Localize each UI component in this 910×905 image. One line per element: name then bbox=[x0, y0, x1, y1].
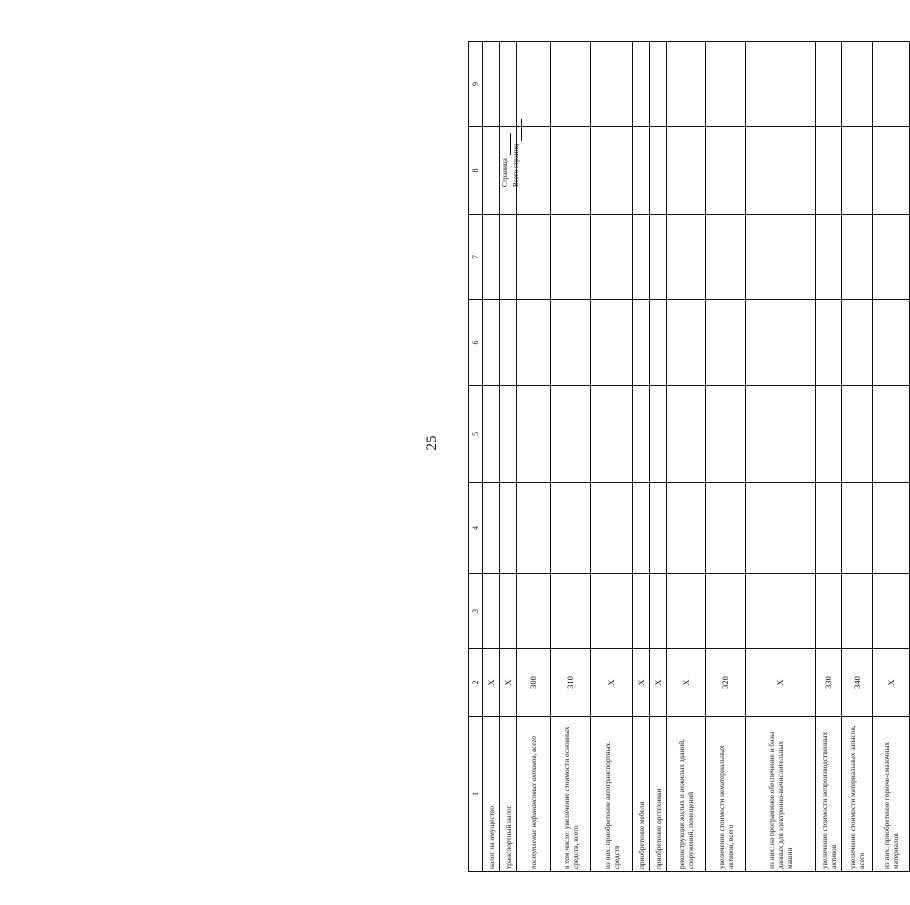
value-cell-col-9[interactable] bbox=[873, 42, 910, 127]
table-row bbox=[633, 42, 650, 872]
table-row bbox=[650, 42, 667, 872]
row-description: транспортный налог bbox=[500, 717, 517, 872]
value-cell-col-4[interactable] bbox=[667, 483, 706, 574]
value-cell-col-5[interactable] bbox=[816, 386, 842, 483]
column-header-3: 3 bbox=[469, 574, 483, 649]
value-cell-col-6[interactable] bbox=[842, 300, 873, 386]
header-row bbox=[469, 42, 483, 872]
column-header-1: 1 bbox=[469, 717, 483, 872]
table-row bbox=[591, 42, 633, 872]
row-description: увеличение стоимости непроизводственных активов bbox=[816, 717, 842, 872]
column-header-4: 4 bbox=[469, 483, 483, 574]
row-code: X bbox=[873, 649, 910, 717]
value-cell-col-3[interactable] bbox=[816, 574, 842, 649]
value-cell-col-6[interactable] bbox=[650, 300, 667, 386]
value-cell-col-5[interactable] bbox=[842, 386, 873, 483]
value-cell-col-4[interactable] bbox=[483, 483, 500, 574]
value-cell-col-3[interactable] bbox=[842, 574, 873, 649]
value-cell-col-4[interactable] bbox=[746, 483, 816, 574]
row-description: поступление нефинансовых активов, всего bbox=[517, 717, 551, 872]
value-cell-col-5[interactable] bbox=[650, 386, 667, 483]
value-cell-col-9[interactable] bbox=[483, 42, 500, 127]
row-code: X bbox=[500, 649, 517, 717]
value-cell-col-9[interactable] bbox=[517, 42, 551, 127]
value-cell-col-6[interactable] bbox=[706, 300, 746, 386]
value-cell-col-4[interactable] bbox=[633, 483, 650, 574]
value-cell-col-3[interactable] bbox=[483, 574, 500, 649]
value-cell-col-3[interactable] bbox=[551, 574, 591, 649]
value-cell-col-9[interactable] bbox=[591, 42, 633, 127]
value-cell-col-7[interactable] bbox=[650, 215, 667, 300]
value-cell-col-5[interactable] bbox=[746, 386, 816, 483]
row-code: X bbox=[633, 649, 650, 717]
value-cell-col-6[interactable] bbox=[517, 300, 551, 386]
row-description: приобретение мебели bbox=[633, 717, 650, 872]
row-description: увеличение стоимости материальных запасов, всего bbox=[842, 717, 873, 872]
column-header-2: 2 bbox=[469, 649, 483, 717]
table-row bbox=[517, 42, 551, 872]
value-cell-col-3[interactable] bbox=[650, 574, 667, 649]
table-row bbox=[746, 42, 816, 872]
value-cell-col-7[interactable] bbox=[517, 215, 551, 300]
row-code: X bbox=[667, 649, 706, 717]
value-cell-col-9[interactable] bbox=[500, 42, 517, 127]
value-cell-col-6[interactable] bbox=[746, 300, 816, 386]
row-description: из них: на программное обеспечение и базы данных для электронно-вычислительных машин bbox=[746, 717, 816, 872]
value-cell-col-5[interactable] bbox=[500, 386, 517, 483]
row-description: приобретение оргтехники bbox=[650, 717, 667, 872]
value-cell-col-4[interactable] bbox=[591, 483, 633, 574]
value-cell-col-6[interactable] bbox=[633, 300, 650, 386]
value-cell-col-7[interactable] bbox=[816, 215, 842, 300]
value-cell-col-9[interactable] bbox=[650, 42, 667, 127]
value-cell-col-8[interactable] bbox=[816, 127, 842, 215]
table-row bbox=[873, 42, 910, 872]
row-description: из них: приобретение горюче-смазочных материалов bbox=[873, 717, 910, 872]
value-cell-col-7[interactable] bbox=[633, 215, 650, 300]
row-code: 310 bbox=[551, 649, 591, 717]
value-cell-col-6[interactable] bbox=[500, 300, 517, 386]
row-description: реконструкция жилых и нежилых зданий, сооружений, помещений bbox=[667, 717, 706, 872]
row-code: X bbox=[650, 649, 667, 717]
table-row bbox=[551, 42, 591, 872]
value-cell-col-9[interactable] bbox=[746, 42, 816, 127]
row-code: X bbox=[591, 649, 633, 717]
value-cell-col-6[interactable] bbox=[667, 300, 706, 386]
table-row bbox=[842, 42, 873, 872]
table-row bbox=[483, 42, 500, 872]
value-cell-col-9[interactable] bbox=[551, 42, 591, 127]
column-header-5: 5 bbox=[469, 386, 483, 483]
value-cell-col-5[interactable] bbox=[633, 386, 650, 483]
value-cell-col-7[interactable] bbox=[591, 215, 633, 300]
value-cell-col-5[interactable] bbox=[517, 386, 551, 483]
value-cell-col-6[interactable] bbox=[551, 300, 591, 386]
table-row bbox=[816, 42, 842, 872]
value-cell-col-9[interactable] bbox=[633, 42, 650, 127]
value-cell-col-6[interactable] bbox=[591, 300, 633, 386]
value-cell-col-8[interactable] bbox=[873, 127, 910, 215]
value-cell-col-5[interactable] bbox=[551, 386, 591, 483]
value-cell-col-7[interactable] bbox=[842, 215, 873, 300]
row-description: в том числе: увеличение стоимости основных средств, всего bbox=[551, 717, 591, 872]
page-label: Страница bbox=[501, 158, 509, 187]
value-cell-col-5[interactable] bbox=[706, 386, 746, 483]
row-description: из них: приобретение автотранспортных средств bbox=[591, 717, 633, 872]
row-code: X bbox=[746, 649, 816, 717]
value-cell-col-7[interactable] bbox=[706, 215, 746, 300]
value-cell-col-9[interactable] bbox=[706, 42, 746, 127]
value-cell-col-8[interactable] bbox=[842, 127, 873, 215]
value-cell-col-9[interactable] bbox=[816, 42, 842, 127]
value-cell-col-4[interactable] bbox=[873, 483, 910, 574]
value-cell-col-8[interactable] bbox=[706, 127, 746, 215]
value-cell-col-6[interactable] bbox=[483, 300, 500, 386]
row-code: 320 bbox=[706, 649, 746, 717]
value-cell-col-4[interactable] bbox=[650, 483, 667, 574]
value-cell-col-3[interactable] bbox=[667, 574, 706, 649]
value-cell-col-4[interactable] bbox=[816, 483, 842, 574]
value-cell-col-7[interactable] bbox=[667, 215, 706, 300]
value-cell-col-4[interactable] bbox=[517, 483, 551, 574]
row-code: 340 bbox=[842, 649, 873, 717]
value-cell-col-3[interactable] bbox=[873, 574, 910, 649]
row-description: налог на имущество bbox=[483, 717, 500, 872]
table-row bbox=[667, 42, 706, 872]
value-cell-col-8[interactable] bbox=[650, 127, 667, 215]
value-cell-col-9[interactable] bbox=[842, 42, 873, 127]
value-cell-col-5[interactable] bbox=[483, 386, 500, 483]
value-cell-col-8[interactable] bbox=[500, 127, 517, 215]
value-cell-col-3[interactable] bbox=[500, 574, 517, 649]
value-cell-col-6[interactable] bbox=[873, 300, 910, 386]
value-cell-col-4[interactable] bbox=[500, 483, 517, 574]
table-row bbox=[706, 42, 746, 872]
value-cell-col-7[interactable] bbox=[746, 215, 816, 300]
value-cell-col-8[interactable] bbox=[483, 127, 500, 215]
value-cell-col-6[interactable] bbox=[816, 300, 842, 386]
column-header-8: 8 bbox=[469, 127, 483, 215]
value-cell-col-5[interactable] bbox=[873, 386, 910, 483]
row-description: увеличение стоимости нематериальных активов, всего bbox=[706, 717, 746, 872]
value-cell-col-8[interactable] bbox=[633, 127, 650, 215]
row-code: 330 bbox=[816, 649, 842, 717]
value-cell-col-4[interactable] bbox=[551, 483, 591, 574]
value-cell-col-7[interactable] bbox=[483, 215, 500, 300]
value-cell-col-8[interactable] bbox=[551, 127, 591, 215]
total-pages-label: Всего страниц bbox=[512, 143, 520, 187]
value-cell-col-7[interactable] bbox=[873, 215, 910, 300]
value-cell-col-8[interactable] bbox=[667, 127, 706, 215]
value-cell-col-4[interactable] bbox=[842, 483, 873, 574]
column-header-9: 9 bbox=[469, 42, 483, 127]
table-row bbox=[500, 42, 517, 872]
table-body bbox=[483, 42, 910, 872]
budget-table bbox=[468, 41, 910, 872]
column-header-6: 6 bbox=[469, 300, 483, 386]
value-cell-col-9[interactable] bbox=[667, 42, 706, 127]
value-cell-col-8[interactable] bbox=[591, 127, 633, 215]
value-cell-col-3[interactable] bbox=[706, 574, 746, 649]
column-header-7: 7 bbox=[469, 215, 483, 300]
row-code: 300 bbox=[517, 649, 551, 717]
value-cell-col-5[interactable] bbox=[591, 386, 633, 483]
value-cell-col-5[interactable] bbox=[667, 386, 706, 483]
row-code: X bbox=[483, 649, 500, 717]
value-cell-col-3[interactable] bbox=[591, 574, 633, 649]
value-cell-col-3[interactable] bbox=[517, 574, 551, 649]
value-cell-col-7[interactable] bbox=[551, 215, 591, 300]
value-cell-col-3[interactable] bbox=[633, 574, 650, 649]
value-cell-col-8[interactable] bbox=[517, 127, 551, 215]
page-number: 25 bbox=[424, 435, 440, 451]
value-cell-col-7[interactable] bbox=[500, 215, 517, 300]
value-cell-col-8[interactable] bbox=[746, 127, 816, 215]
value-cell-col-4[interactable] bbox=[706, 483, 746, 574]
value-cell-col-3[interactable] bbox=[746, 574, 816, 649]
